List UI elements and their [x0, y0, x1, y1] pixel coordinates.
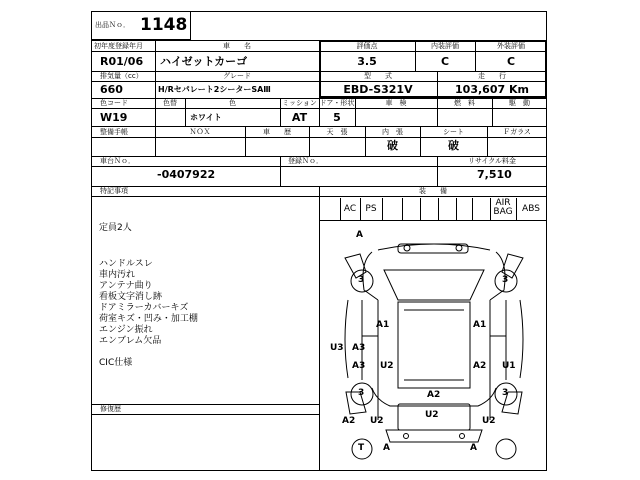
diagram-mark: A1	[473, 320, 487, 330]
year-value: R01/06	[100, 55, 144, 68]
note-item: ドアミラーカバーキズ	[99, 303, 189, 313]
recycle-fee-value: 7,510	[477, 168, 512, 181]
note-item: 車内汚れ	[99, 270, 136, 280]
diagram-mark: U3	[330, 343, 344, 353]
chassis-label: 車台Ｎｏ．	[100, 157, 135, 165]
diagram-mark: A	[383, 443, 390, 453]
capacity-note: 定員2人	[99, 223, 132, 233]
grade-value: H/Rセパレート2シーターSAⅢ	[158, 85, 271, 94]
interior-trim-label: 内 張	[382, 128, 403, 136]
equipment-item: PS	[365, 204, 377, 214]
nox-label: ＮＯＸ	[189, 128, 211, 136]
drive-label: 駆 動	[509, 99, 530, 107]
diagram-mark: U1	[502, 361, 516, 371]
recycle-fee-label: リサイクル料金	[467, 157, 517, 165]
interior-trim-value: 破	[387, 139, 398, 152]
diagram-mark: U2	[380, 361, 394, 371]
note-item: エンジン振れ	[99, 325, 153, 335]
note-item: 荷室キズ・凹み・加工棚	[99, 314, 198, 324]
diagram-mark: A3	[352, 343, 366, 353]
color-code-label: 色コード	[100, 99, 128, 107]
color-code-value: W19	[100, 111, 128, 124]
doors-value: 5	[333, 111, 341, 124]
seat-label: シート	[443, 128, 464, 136]
diagram-mark: 3	[502, 388, 509, 398]
diagram-mark: A2	[342, 416, 356, 426]
exterior-score-label: 外装評価	[497, 42, 525, 50]
displacement-value: 660	[100, 83, 123, 96]
displacement-label: 排気量（cc）	[100, 72, 143, 80]
exterior-score-value: C	[506, 55, 516, 68]
doors-label: ドア・形状	[319, 99, 355, 107]
cic-note: CIC仕様	[99, 358, 133, 368]
equipment-item: AC	[343, 204, 357, 214]
color-value: ホワイト	[190, 113, 222, 122]
note-item: ハンドルスレ	[99, 259, 153, 269]
history-label: 車 歴	[263, 128, 291, 136]
mission-value: AT	[291, 111, 308, 124]
inspection-label: 車 検	[385, 99, 407, 107]
diagram-mark: A	[470, 443, 477, 453]
fuel-label: 燃 料	[454, 99, 475, 107]
note-item: 看板文字消し跡	[99, 292, 163, 302]
score-label: 評価点	[356, 42, 378, 50]
diagram-mark: T	[358, 443, 365, 453]
equipment-airbag: AIR BAG	[493, 198, 513, 217]
roof-label: 天 張	[326, 128, 348, 136]
color-change-label: 色替	[163, 99, 177, 107]
model-label: 型 式	[364, 72, 392, 80]
diagram-mark: A	[356, 230, 363, 240]
maintenance-book-label: 整備手帳	[100, 128, 128, 136]
grade-label: グレード	[223, 72, 251, 80]
car-name-value: ハイゼットカーゴ	[160, 55, 248, 68]
front-glass-label: Ｆガラス	[503, 128, 531, 136]
equipment-section-label: 装 備	[419, 187, 447, 195]
score-value: 3.5	[357, 55, 377, 68]
diagram-mark: 3	[502, 275, 509, 285]
lot-label: 出品Ｎｏ．	[95, 21, 130, 29]
diagram-mark: A2	[427, 390, 441, 400]
seat-value: 破	[448, 139, 459, 152]
chassis-value: -0407922	[157, 168, 216, 181]
model-value: EBD-S321V	[343, 83, 413, 96]
diagram-mark: A1	[376, 320, 390, 330]
notes-section-label: 特記事項	[100, 187, 128, 195]
car-name-label: 車 名	[223, 42, 251, 50]
year-label: 初年度登録年月	[94, 42, 143, 50]
mileage-label: 走 行	[478, 72, 506, 80]
note-item: アンテナ曲り	[99, 281, 153, 291]
diagram-mark: A2	[473, 361, 487, 371]
mission-label: ミッション	[282, 99, 317, 107]
diagram-mark: A3	[352, 361, 366, 371]
mileage-value: 103,607 Km	[455, 83, 529, 96]
diagram-mark: U2	[370, 416, 384, 426]
interior-score-label: 内装評価	[431, 42, 459, 50]
equipment-abs: ABS	[522, 204, 540, 214]
color-label: 色	[229, 99, 236, 107]
registration-label: 登録Ｎｏ．	[288, 157, 323, 165]
diagram-mark: 3	[358, 275, 365, 285]
diagram-mark: U2	[425, 410, 439, 420]
repair-history-label: 修復歴	[100, 405, 121, 413]
diagram-mark: 3	[358, 388, 365, 398]
lot-number: 1148	[140, 15, 188, 35]
note-item: エンブレム欠品	[99, 336, 162, 346]
interior-score-value: C	[440, 55, 450, 68]
diagram-mark: U2	[482, 416, 496, 426]
